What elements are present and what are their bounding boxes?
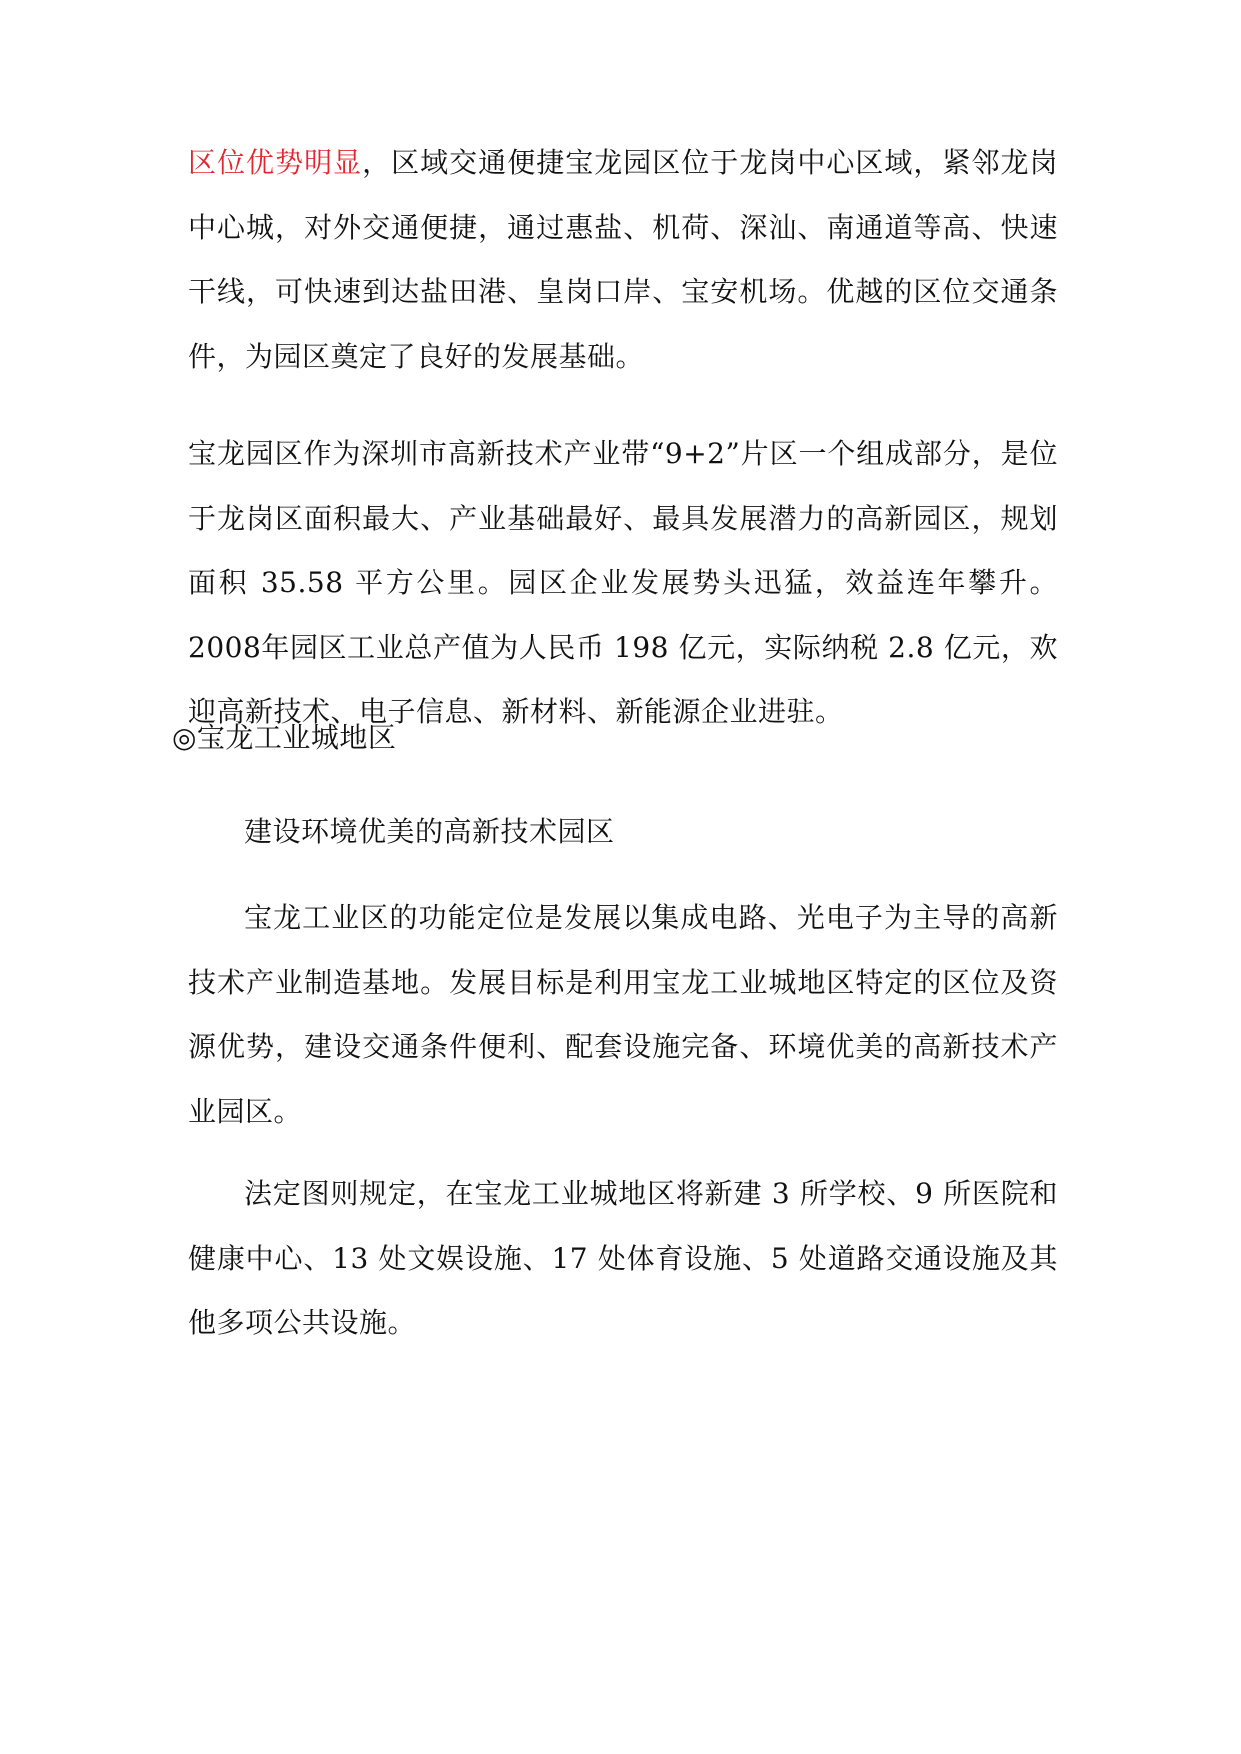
location-advantage-highlight: 区位优势明显 (188, 146, 363, 179)
park-subheading: 建设环境优美的高新技术园区 (244, 815, 615, 848)
location-advantage-paragraph (188, 131, 1058, 389)
public-facilities-paragraph: 法定图则规定，在宝龙工业城地区将新建 3 所学校、9 所医院和健康中心、13 处文娱设施、17 处体育设施、5 处道路交通设施及其他多项公共设施。 (188, 1177, 1058, 1339)
park-overview-paragraph: 宝龙园区作为深圳市高新技术产业带“9+2”片区一个组成部分，是位于龙岗区面积最大、产业基础最好、最具发展潜力的高新园区，规划面积 35.58 平方公里。园区企业发展势头迅猛，效益连年攀升。2008年园区工业总产值为人民币 198 亿元，实际纳税 2.8 亿元，欢迎高新技术、电子信息、新材料、新能源企业进驻。 (188, 437, 1058, 728)
function-positioning-paragraph: 宝龙工业区的功能定位是发展以集成电路、光电子为主导的高新技术产业制造基地。发展目标是利用宝龙工业城地区特定的区位及资源优势，建设交通条件便利、配套设施完备、环境优美的高新技术产业园区。 (188, 901, 1058, 1128)
location-advantage-text: ，区域交通便捷宝龙园区位于龙岗中心区域，紧邻龙岗中心城，对外交通便捷，通过惠盐、机荷、深汕、南通道等高、快速干线，可快速到达盐田港、皇岗口岸、宝安机场。优越的区位交通条件，为园区奠定了良好的发展基础。 (188, 146, 1058, 373)
area-heading: ◎宝龙工业城地区 (172, 721, 397, 754)
